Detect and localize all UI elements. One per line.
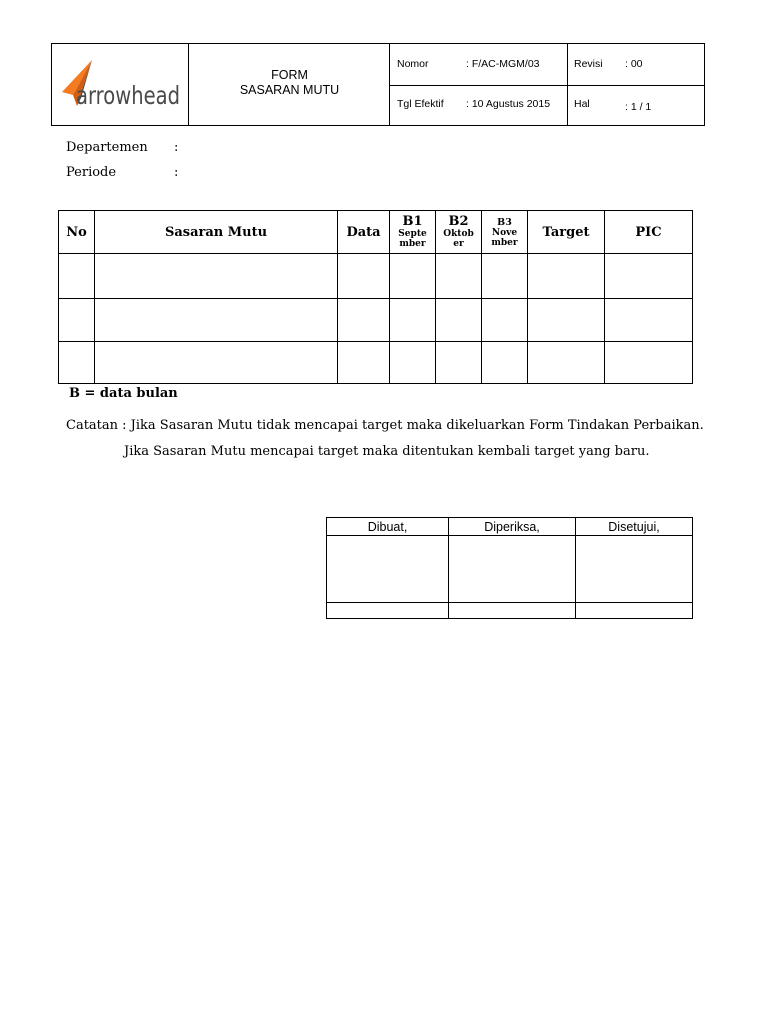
diperiksa-signature-cell[interactable] [449,536,576,603]
table-cell[interactable] [59,254,95,299]
table-cell[interactable] [390,342,436,384]
table-cell[interactable] [59,299,95,342]
catatan-line2: Jika Sasaran Mutu mencapai target maka ditentukan kembali target yang baru. [124,444,650,459]
col-header-data: Data [338,211,390,254]
table-cell[interactable] [95,342,338,384]
dibuat-label: Dibuat, [327,518,449,536]
dibuat-name-cell[interactable] [327,603,449,619]
col-header-sasaran-mutu: Sasaran Mutu [95,211,338,254]
col-header-b1 [390,211,436,254]
arrowhead-logo [58,58,186,114]
table-cell[interactable] [605,299,693,342]
table-cell[interactable] [482,299,528,342]
col-header-no: No [59,211,95,254]
col-header-pic: PIC [605,211,693,254]
col-header-b2 [436,211,482,254]
table-cell[interactable] [338,254,390,299]
table-cell[interactable] [59,342,95,384]
table-cell[interactable] [338,342,390,384]
dibuat-signature-cell[interactable] [327,536,449,603]
table-row [59,342,693,384]
periode-colon: : [174,165,179,180]
sasaran-mutu-table [58,210,693,384]
table-cell[interactable] [605,342,693,384]
signature-table [326,517,693,619]
form-title-line1: FORM [271,68,308,82]
signature-space-row [327,536,693,603]
diperiksa-name-cell[interactable] [449,603,576,619]
hal-value: : 1 / 1 [625,101,652,113]
table-cell[interactable] [95,254,338,299]
table-cell[interactable] [436,254,482,299]
tgl-efektif-label: Tgl Efektif [397,98,444,110]
catatan-line1: Catatan : Jika Sasaran Mutu tidak mencapai target maka dikeluarkan Form Tindakan Perbaikan. [66,418,704,433]
table-cell[interactable] [436,299,482,342]
logo-text: arrowhead [76,81,180,110]
table-cell[interactable] [482,254,528,299]
document-header [51,43,705,126]
revisi-value: : 00 [625,58,643,70]
nomor-label: Nomor [397,58,429,70]
disetujui-signature-cell[interactable] [576,536,693,603]
signature-name-row [327,603,693,619]
b2-month-part2: er [453,239,464,249]
signature-header-row [327,518,693,536]
disetujui-label: Disetujui, [576,518,693,536]
table-cell[interactable] [605,254,693,299]
table-cell[interactable] [482,342,528,384]
legend-note: B = data bulan [69,386,178,401]
form-title [189,68,390,98]
tgl-efektif-value: : 10 Agustus 2015 [466,98,551,110]
table-row [59,254,693,299]
b3-label: B3 [497,216,512,228]
b1-label: B1 [402,214,423,229]
b3-month-part2: mber [491,237,518,248]
b3-month-part1: Nove [491,227,518,238]
periode-label: Periode [66,165,117,180]
table-cell[interactable] [338,299,390,342]
b2-month-part1: Oktob [443,229,474,239]
table-cell[interactable] [390,254,436,299]
form-title-line2: SASARAN MUTU [239,83,340,97]
table-cell[interactable] [528,254,605,299]
col-header-b3 [482,211,528,254]
departemen-colon: : [174,140,179,155]
revisi-label: Revisi [574,58,603,70]
b2-label: B2 [448,214,469,229]
table-cell[interactable] [436,342,482,384]
table-cell[interactable] [390,299,436,342]
diperiksa-label: Diperiksa, [449,518,576,536]
table-cell[interactable] [528,342,605,384]
hal-label: Hal [574,98,590,110]
table-cell[interactable] [528,299,605,342]
nomor-value: : F/AC-MGM/03 [466,58,540,70]
table-row [59,299,693,342]
header-divider [389,85,704,86]
departemen-label: Departemen [66,140,148,155]
table-cell[interactable] [95,299,338,342]
disetujui-name-cell[interactable] [576,603,693,619]
b1-month-part2: mber [399,239,426,249]
col-header-target: Target [528,211,605,254]
b1-month-part1: Septe [398,229,427,239]
table-header-row [59,211,693,254]
